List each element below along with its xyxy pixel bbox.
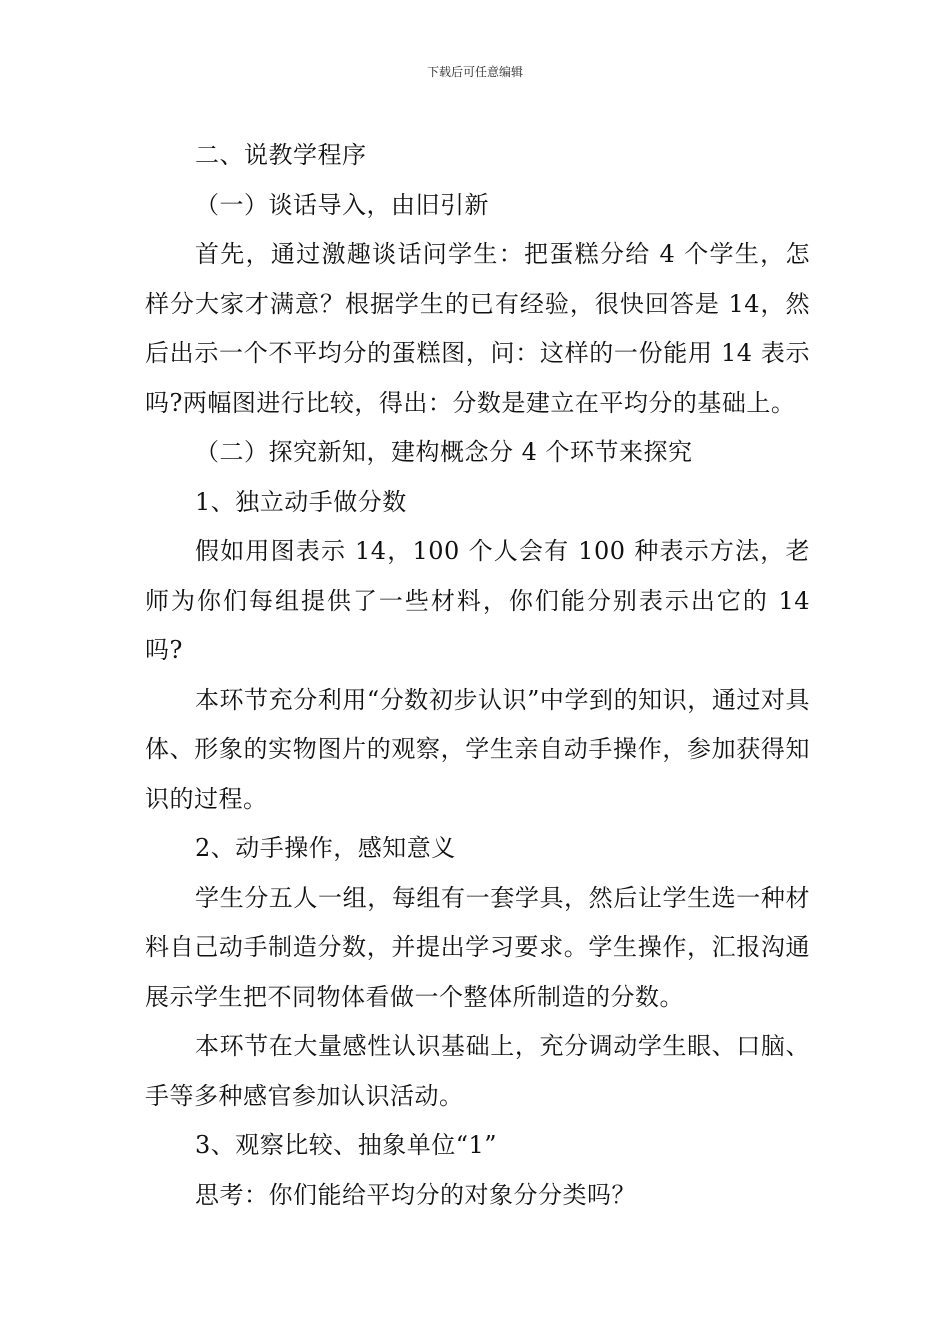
paragraph: 思考：你们能给平均分的对象分分类吗？ — [195, 1180, 636, 1209]
subsection-heading-explore: （二）探究新知，建构概念分 4 个环节来探究 — [195, 438, 693, 466]
section-heading-teaching-procedure: 二、说教学程序 — [195, 141, 367, 169]
step-heading-3: 3、观察比较、抽象单位“1” — [195, 1131, 498, 1159]
paragraph: 学生分五人一组，每组有一套学具，然后让学生选一种材料自己动手制造分数，并提出学习要求。学生操作，汇报沟通展示学生把不同物体看做一个整体所制造的分数。 — [145, 883, 810, 1011]
subsection-heading-introduction: （一）谈话导入，由旧引新 — [195, 190, 489, 219]
document-body — [145, 131, 810, 1220]
paragraph: 假如用图表示 14，100 个人会有 100 种表示方法，老师为你们每组提供了一些材料，你们能分别表示出它的 14 吗? — [145, 537, 810, 664]
paragraph: 首先，通过激趣谈话问学生：把蛋糕分给 4 个学生，怎样分大家才满意？根据学生的已有经验，很快回答是 14，然后出示一个不平均分的蛋糕图，问：这样的一份能用 14 表示吗?两幅图进行比较，得出：分数是建立在平均分的基础上。 — [145, 240, 810, 417]
step-heading-2: 2、动手操作，感知意义 — [195, 834, 456, 862]
paragraph: 本环节在大量感性认识基础上，充分调动学生眼、口脑、手等多种感官参加认识活动。 — [145, 1032, 810, 1110]
page-header-note: 下载后可任意编辑 — [426, 65, 523, 79]
paragraph: 本环节充分利用“分数初步认识”中学到的知识，通过对具体、形象的实物图片的观察，学生亲自动手操作，参加获得知识的过程。 — [145, 685, 810, 813]
step-heading-1: 1、独立动手做分数 — [195, 487, 407, 516]
